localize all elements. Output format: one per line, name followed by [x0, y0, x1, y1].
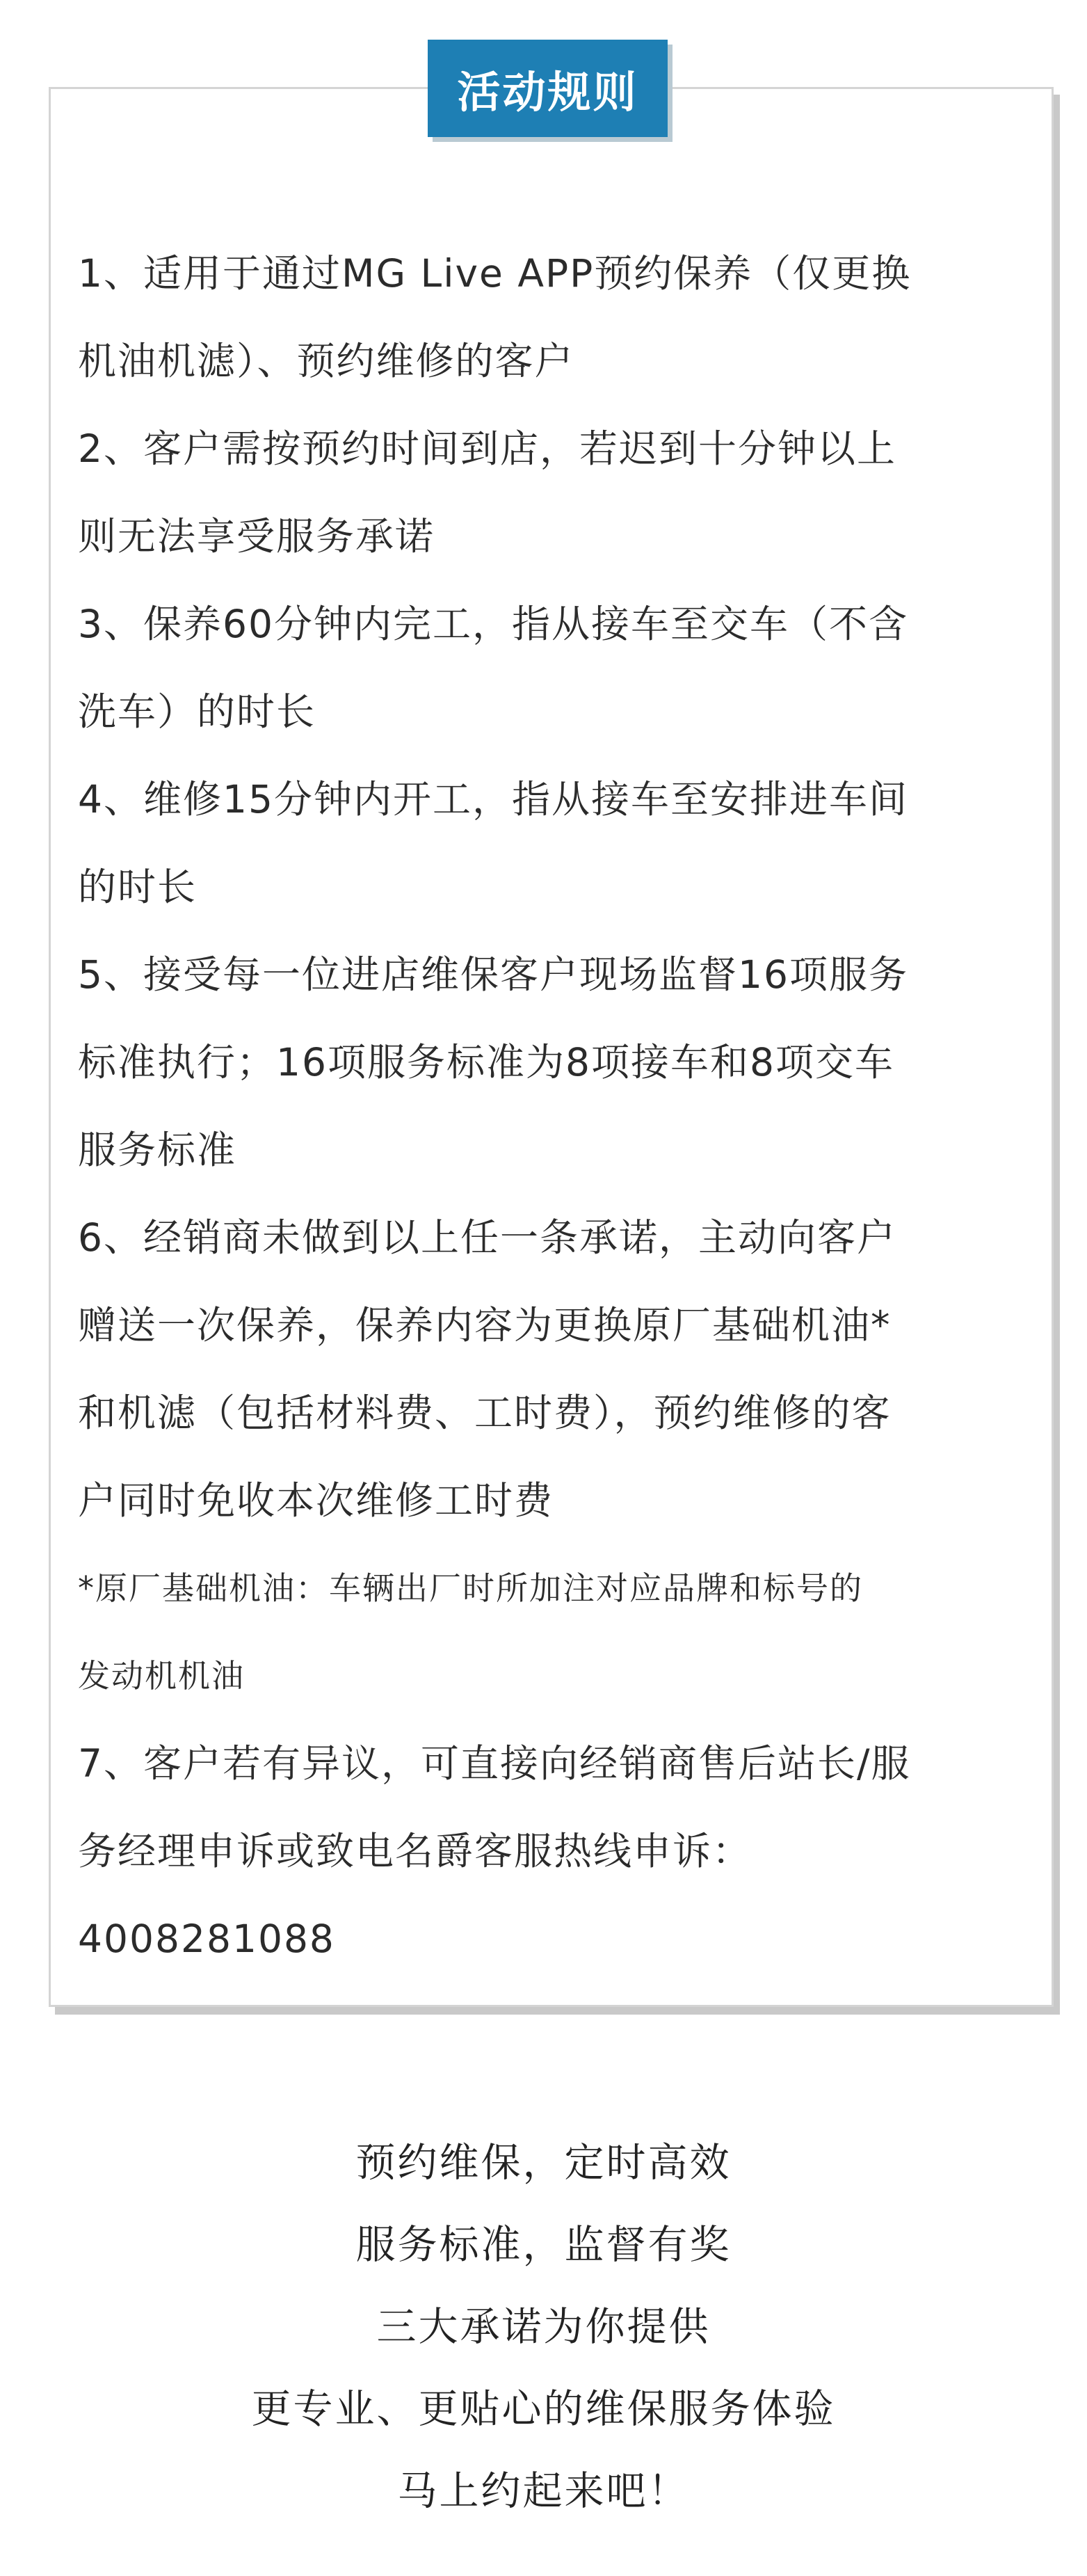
- rules-title-badge: 活动规则: [428, 40, 668, 137]
- rule-7-line-2: 务经理申诉或致电名爵客服热线申诉：: [78, 1829, 752, 1873]
- slogan-line-5: 马上约起来吧！: [397, 2468, 690, 2514]
- rule-5-line-2: 标准执行；16项服务标准为8项接车和8项交车: [78, 1040, 894, 1085]
- slogan-line-3: 三大承诺为你提供: [376, 2304, 711, 2350]
- slogan-block: [0, 2122, 1087, 2532]
- slogan-line-4: 更专业、更贴心的维保服务体验: [251, 2386, 836, 2432]
- rule-1-line-1: 1、适用于通过MG Live APP预约保养（仅更换: [78, 251, 912, 296]
- rule-2-line-1: 2、客户需按预约时间到店，若迟到十分钟以上: [78, 426, 896, 471]
- footnote-line-2: 发动机机油: [78, 1657, 245, 1695]
- hotline-number: 4008281088: [78, 1917, 335, 1961]
- footnote-line-1: *原厂基础机油：车辆出厂时所加注对应品牌和标号的: [78, 1569, 863, 1607]
- rule-6-line-2: 赠送一次保养，保养内容为更换原厂基础机油*: [78, 1303, 892, 1347]
- rule-4-line-1: 4、维修15分钟内开工，指从接车至安排进车间: [78, 777, 908, 822]
- rule-6-line-4: 户同时免收本次维修工时费: [78, 1478, 554, 1523]
- rule-5-line-1: 5、接受每一位进店维保客户现场监督16项服务: [78, 952, 908, 997]
- rule-1-line-2: 机油机滤）、预约维修的客户: [78, 339, 574, 383]
- slogan-line-2: 服务标准，监督有奖: [355, 2222, 732, 2268]
- rule-3-line-1: 3、保养60分钟内完工，指从接车至交车（不含: [78, 602, 908, 646]
- rule-2-line-2: 则无法享受服务承诺: [78, 514, 435, 559]
- rule-6-line-1: 6、经销商未做到以上任一条承诺，主动向客户: [78, 1215, 896, 1260]
- slogan-line-1: 预约维保，定时高效: [355, 2140, 732, 2186]
- rule-5-line-3: 服务标准: [78, 1128, 237, 1172]
- rules-list: [78, 230, 1045, 1983]
- rule-6-line-3: 和机滤（包括材料费、工时费），预约维修的客: [78, 1391, 892, 1435]
- rule-3-line-2: 洗车）的时长: [78, 689, 316, 734]
- rule-7-line-1: 7、客户若有异议，可直接向经销商售后站长/服: [78, 1741, 911, 1786]
- rule-4-line-2: 的时长: [78, 865, 198, 909]
